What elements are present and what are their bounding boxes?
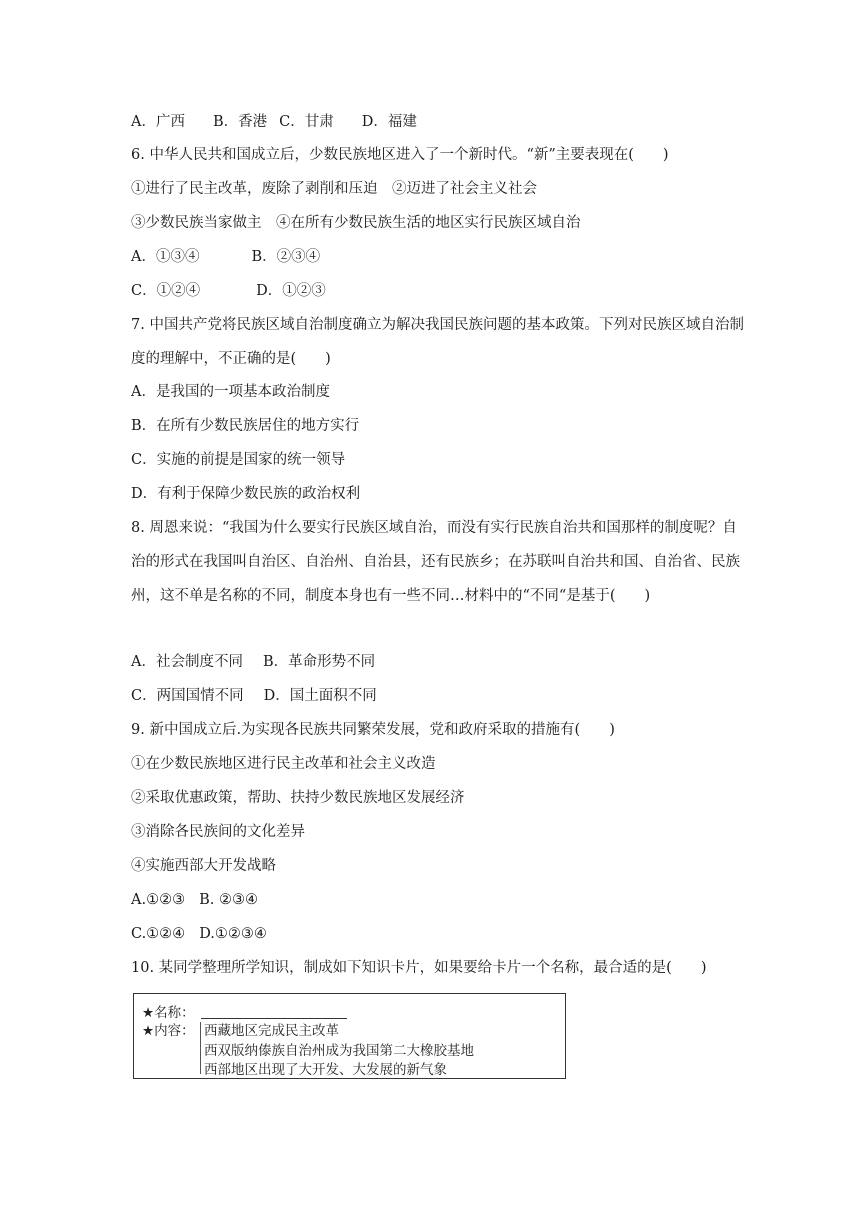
q9-item-4: ④实施西部大开发战略 [131, 858, 276, 874]
q6-options-row2 [131, 281, 751, 301]
q9-options-row1 [131, 890, 751, 910]
card-content-row [142, 1019, 195, 1039]
q6-items-line2: ③少数民族当家做主 ④在所有少数民族生活的地区实行民族区域自治 [131, 215, 581, 231]
q9-option-d: D.①②③④ [199, 926, 267, 942]
q9-item-2: ②采取优惠政策，帮助、扶持少数民族地区发展经济 [131, 790, 465, 806]
card-name-blank [201, 1004, 347, 1019]
card-content-line-2: 西双版纳傣族自治州成为我国第二大橡胶基地 [204, 1043, 474, 1059]
q5-option-d: D．福建 [361, 114, 417, 130]
q6-items-line1: ①进行了民主改革，废除了剥削和压迫 ②迈进了社会主义社会 [131, 181, 537, 197]
q9-item-3: ③消除各民族间的文化差异 [131, 824, 305, 840]
q8-stem: 8. 周恩来说：“我国为什么要实行民族区域自治，而没有实行民族自治共和国那样的制度呢？自治的形式在我国叫自治区、自治州、自治县，还有民族乡；在苏联叫自治共和国、自治省、民族州，这不单是名称的不同，制度本身也有一些不同…材料中的“不同“是基于( ) [131, 520, 740, 604]
q6-option-d: D．①②③ [256, 283, 326, 299]
q8-option-b: B．革命形势不同 [262, 654, 376, 670]
card-name-row [142, 1001, 347, 1021]
q6-options-row1 [131, 247, 751, 267]
q9-option-a: A.①②③ [131, 892, 186, 908]
q7-option-c: C．实施的前提是国家的统一领导 [131, 452, 346, 468]
q9-stem: 9. 新中国成立后.为实现各民族共同繁荣发展，党和政府采取的措施有( ) [131, 722, 615, 738]
card-divider [200, 1022, 201, 1074]
q6-option-b: B．②③④ [251, 249, 321, 265]
card-content-label: ★内容： [142, 1023, 195, 1039]
q8-option-d: D．国土面积不同 [263, 688, 377, 704]
card-content-line-1: 西藏地区完成民主改革 [204, 1023, 339, 1039]
card-content-line-3: 西部地区出现了大开发、大发展的新气象 [204, 1062, 447, 1078]
card-name-label: ★名称： [142, 1005, 195, 1021]
q7-option-a: A．是我国的一项基本政治制度 [131, 384, 330, 400]
q6-option-c: C．①②④ [131, 283, 201, 299]
q9-item-1: ①在少数民族地区进行民主改革和社会主义改造 [131, 756, 436, 772]
q6-option-a: A．①③④ [131, 249, 200, 265]
q6-stem: 6. 中华人民共和国成立后，少数民族地区进入了一个新时代。“新”主要表现在( ) [131, 147, 669, 163]
q7-option-d: D．有利于保障少数民族的政治权利 [131, 486, 361, 502]
q5-option-b: B．香港 [212, 114, 268, 130]
q5-option-a: A．广西 [131, 114, 185, 130]
q9-options-row2 [131, 924, 751, 944]
q8-option-a: A．社会制度不同 [131, 654, 243, 670]
q8-options-row2 [131, 686, 751, 706]
q5-option-c: C．甘肃 [279, 114, 334, 130]
q10-stem: 10. 某同学整理所学知识，制成如下知识卡片，如果要给卡片一个名称，最合适的是( ) [131, 960, 707, 976]
q9-option-b: B. ②③④ [199, 892, 258, 908]
q8-options-row1 [131, 652, 751, 672]
q7-option-b: B．在所有少数民族居住的地方实行 [131, 418, 360, 434]
q7-stem: 7. 中国共产党将民族区域自治制度确立为解决我国民族问题的基本政策。下列对民族区域自治制度的理解中，不正确的是( ) [131, 317, 744, 367]
q5-options [131, 112, 751, 132]
q9-option-c: C.①②④ [131, 926, 186, 942]
q8-option-c: C．两国国情不同 [131, 688, 244, 704]
knowledge-card [133, 993, 566, 1079]
